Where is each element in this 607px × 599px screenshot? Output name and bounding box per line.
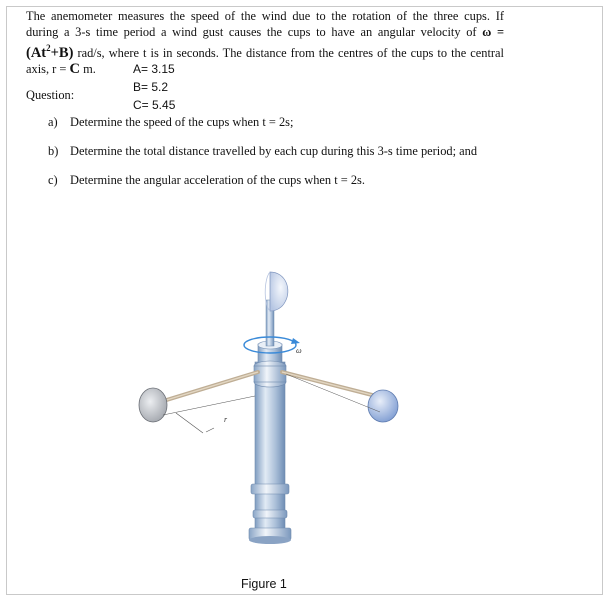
question-c-text: Determine the angular acceleration of the cups when t = 2s. (70, 173, 365, 187)
question-a-text: Determine the speed of the cups when t = 2s; (70, 115, 294, 129)
figure-caption: Figure 1 (241, 577, 287, 591)
omega-expression-b: +B) (50, 45, 74, 62)
omega-label: ω (296, 346, 302, 355)
value-c: C= 5.45 (133, 98, 176, 112)
question-b-marker: b) (48, 144, 59, 158)
problem-line-1: The anemometer measures the speed of the wind due to the rotation of the three cups. If (26, 9, 504, 23)
axis-r-text: axis, r = (26, 62, 67, 77)
omega-expression-exponent: 2 (46, 43, 51, 54)
cup-right (368, 390, 398, 422)
question-a-marker: a) (48, 115, 58, 129)
cup-left (139, 388, 167, 422)
omega-expression-a: (At (26, 45, 47, 62)
question-label: Question: (26, 88, 75, 102)
value-b: B= 5.2 (133, 80, 169, 94)
question-b-text: Determine the total distance travelled by each cup during this 3-s time period; and (70, 144, 478, 158)
question-c-marker: c) (48, 173, 58, 187)
problem-line-2-text: during a 3-s time period a wind gust causes the cups to have an angular velocity of (26, 25, 477, 40)
value-a: A= 3.15 (133, 62, 175, 76)
omega-equals: ω = (482, 25, 505, 40)
r-label: r (224, 415, 228, 424)
problem-line-3-text: rad/s, where t is in seconds. The distance from the centres of the cups to the central (77, 46, 504, 61)
radius-symbol: C (69, 61, 80, 78)
unit-m: m. (83, 62, 96, 77)
